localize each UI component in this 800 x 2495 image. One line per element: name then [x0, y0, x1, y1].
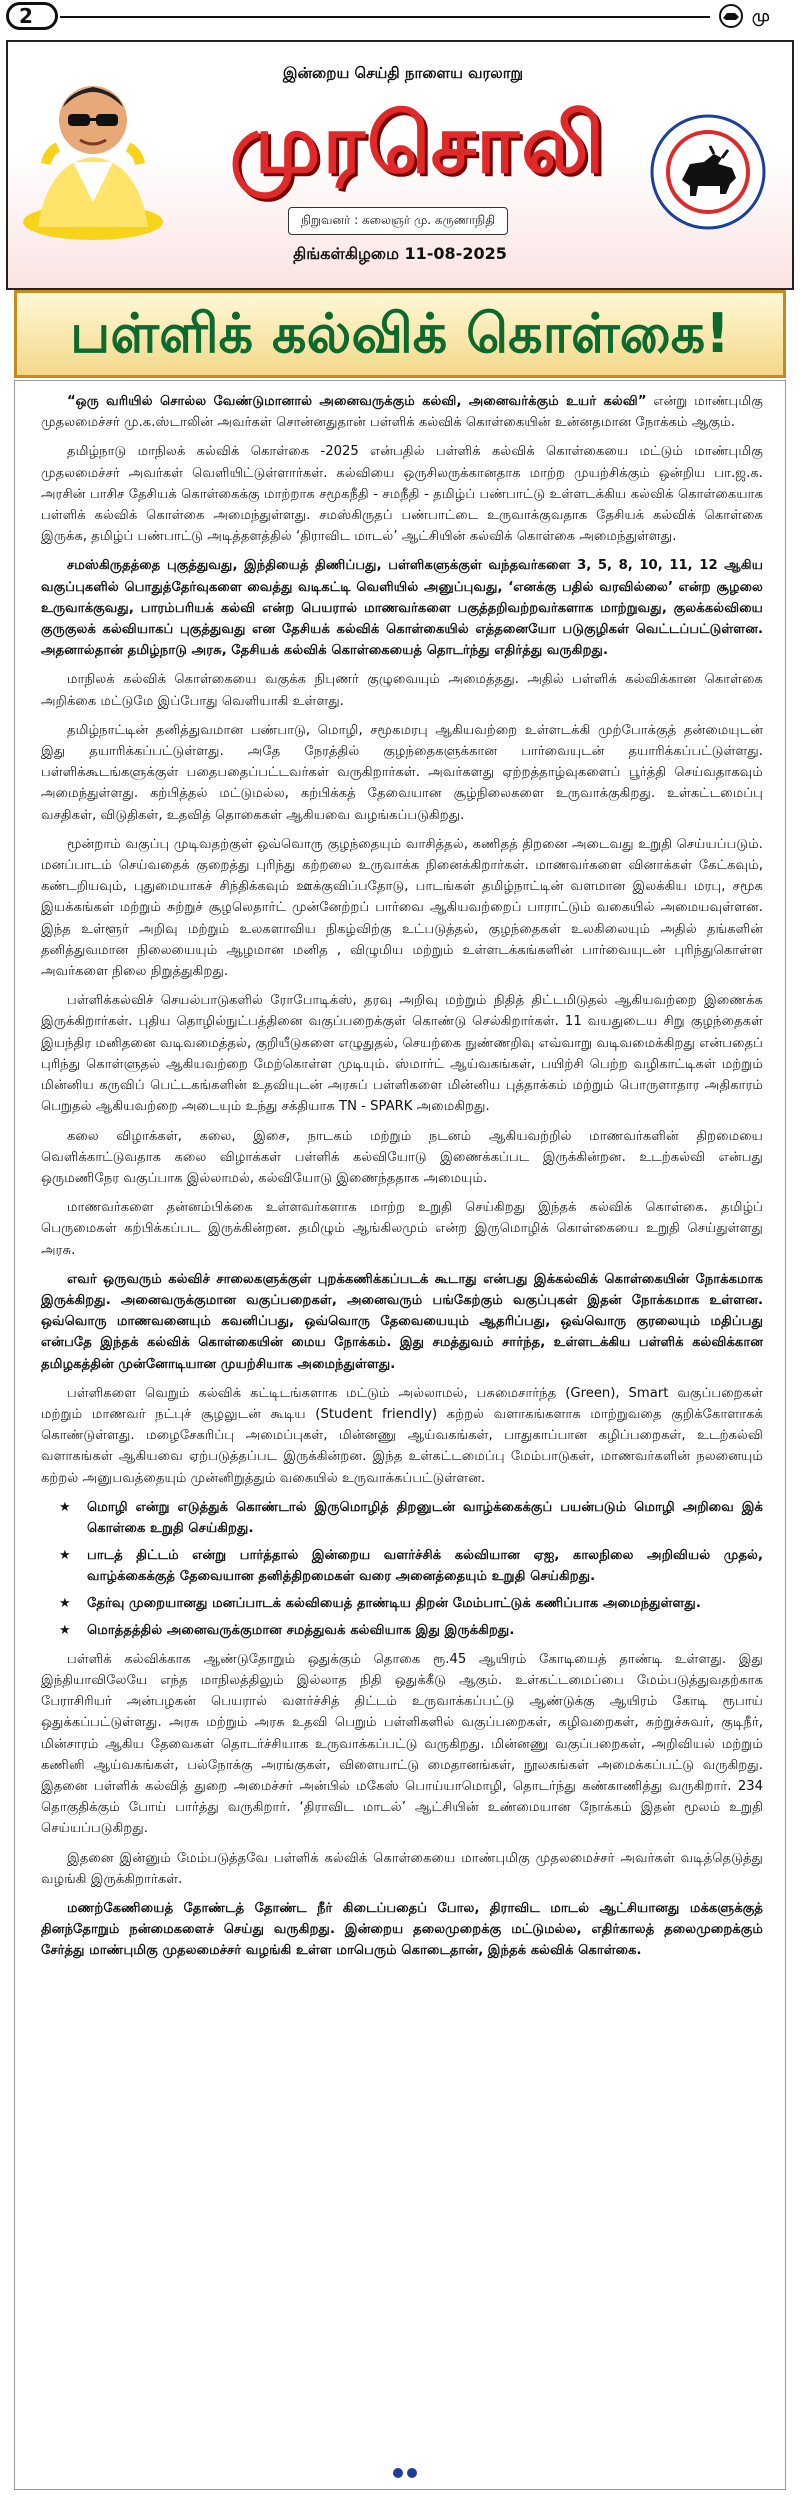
opening-quote: “ஒரு வரியில் சொல்ல வேண்டுமானால் அனைவருக்கும் கல்வி, அனைவர்க்கும் உயர் கல்வி”: [67, 394, 647, 409]
article-paragraph: மாநிலக் கல்விக் கொள்கையை வகுக்க நிபுணர் குழுவையும் அமைத்தது. அதில் பள்ளிக் கல்விக்கான கொள்கை அறிக்கை மட்டுமே இப்போது வெளியாகி உள்ளது.: [41, 672, 763, 709]
article-end-mark: [393, 2463, 423, 2475]
article-closing: [41, 1649, 763, 1962]
key-point-item: [41, 1497, 763, 1539]
editorial-headline: பள்ளிக் கல்விக் கொள்கை!: [70, 302, 730, 365]
article-paragraph: மூன்றாம் வகுப்பு முடிவதற்குள் ஒவ்வொரு குழந்தையும் வாசித்தல், கணிதத் திறனை அடைவது உறுதி செய்யப்படும். மனப்பாடம் செய்வதைக் குறைத்து புரிந்து கற்றலை உருவாக்க நினைக்கிறார்கள். மாணவர்களை வினாக்கள் கேட்கவும், கண்டறியவும், புதுமையாகச் சிந்திக்கவும் ஊக்குவிப்பதோடு, பாடங்கள் தமிழ்நாட்டின் வளமான இலக்கிய மரபு, சமூக இயக்கங்கள் மற்றும் சுற்றுச் சூழலெதார்ட் முன்னேற்றப் பார்வை ஆகியவற்றைப் பாராட்டும் வகையில் அமையவுள்ளன. இந்த உள்ளூர் அறிவு மற்றும் உலகளாவிய நிகழ்விற்கு உட்படுத்தல், குழந்தைகள் உலகிலையும் அதில் தங்களின் தனித்துவமான நிலையையும் ஆழமான மனித , விழுமிய மற்றும் உள்ளடக்கங்களின் பார்வையுடன் புரிந்துகொள்ள அவர்களை நிலை நிறுத்துகிறது.: [41, 836, 763, 980]
page-number-badge: 2: [6, 2, 58, 30]
article-paragraph: இதனை இன்னும் மேம்படுத்தவே பள்ளிக் கல்விக் கொள்கையை மாண்புமிகு முதலமைச்சர் அவர்கள் வடித்தெடுத்து வழங்கி இருக்கிறார்கள்.: [41, 1850, 763, 1887]
key-point-item: [41, 1593, 763, 1614]
newspaper-brand: முரசொலி: [229, 97, 607, 192]
article-paragraph: எவர் ஒருவரும் கல்விச் சாலைகளுக்குள் புறக்கணிக்கப்படக் கூடாது என்பது இக்கல்விக் கொள்கையின் நோக்கமாக இருக்கிறது. அனைவருக்குமான வகுப்பறைகள், அனைவரும் பங்கேற்கும் வகுப்புகள் இதன் நோக்கமாக உள்ளன. ஒவ்வொரு மாணவனையும் கவனிப்பது, ஒவ்வொரு தேவையையும் ஆதரிப்பது, ஒவ்வொரு குரலையும் மதிப்பது என்பதே இந்தக் கல்விக் கொள்கையின் மைய நோக்கம். இது சமத்துவம் சார்ந்த, உள்ளடக்கிய பள்ளிக் கல்விக்கான தமிழகத்தின் முன்னோடியான முயற்சியாக அமைந்துள்ளது.: [41, 1271, 763, 1372]
star-bullet-icon: ★: [59, 1499, 71, 1515]
founder-label: நிறுவனர் : கலைஞர் மு. கருணாநிதி: [288, 207, 508, 235]
top-right-text: மு: [752, 6, 770, 25]
bull-logo-icon: [716, 4, 746, 28]
star-bullet-icon: ★: [59, 1547, 71, 1563]
article-paragraph: பள்ளிகளை வெறும் கல்விக் கட்டிடங்களாக மட்டும் அல்லாமல், பசுமைசார்ந்த (Green), Smart வகுப்பறைகள் மற்றும் மாணவர் நட்புச் சூழலுடன் கூடிய (Student friendly) கற்றல் வளாகங்களாக மாற்றுவதை குறிக்கோளாகக் கொண்டுள்ளது. மழைசேகரிப்பு அமைப்புகள், மின்னணு ஆய்வகங்கள், பாதுகாப்பான கழிப்பறைகள், உடற்கல்வி வளாகங்கள் ஆகியவை ஏற்படுத்தப்பட இருக்கின்றன. இந்த உள்கட்டமைப்பு மேம்பாடுகள், மாணவர்களின் நலனையும் கற்றல் அனுபவத்தையும் முன்னிறுத்தும் வகையில் உருவாக்கப்பட்டுள்ளன.: [41, 1385, 763, 1486]
key-point-item: [41, 1545, 763, 1587]
star-bullet-icon: ★: [59, 1622, 71, 1638]
article-opening-paragraph: [41, 391, 763, 433]
article-paragraph: மாணவர்களை தன்னம்பிக்கை உள்ளவர்களாக மாற்ற உறுதி செய்கிறது இந்தக் கல்விக் கொள்கை. தமிழ்ப் பெருமைகள் கற்பிக்கப்பட இருக்கின்றன. தமிழும் ஆங்கிலமும் என்ற இருமொழிக் கொள்கையை உறுதி செய்துள்ளது அரசு.: [41, 1200, 763, 1258]
article-paragraph: மணற்கேணியைத் தோண்டத் தோண்ட நீர் கிடைப்பதைப் போல, திராவிட மாடல் ஆட்சியானது மக்களுக்குத் தினந்தோறும் நன்மைகளைச் செய்து வருகிறது. இன்றைய தலைமுறைக்கு மட்டுமல்ல, எதிர்காலத் தலைமுறைக்கும் சேர்த்து மாண்புமிகு முதலமைச்சர் வழங்கி உள்ள மாபெரும் கொடைதான், இந்தக் கல்விக் கொள்கை.: [41, 1900, 763, 1959]
key-point-text: பாடத் திட்டம் என்று பார்த்தால் இன்றைய வளர்ச்சிக் கல்வியான ஏஐ, காலநிலை அறிவியல் முதல், வாழ்க்கைக்குத் தேவையான தனித்திறமைகள் வரை அனைத்தையும் உறுதி செய்கிறது.: [87, 1547, 763, 1584]
masthead-tagline: இன்றைய செய்தி நாளைய வரலாறு: [282, 64, 524, 82]
article-paragraph: தமிழ்நாட்டின் தனித்துவமான பண்பாடு, மொழி, சமூகமரபு ஆகியவற்றை உள்ளடக்கி முற்போக்குத் தன்மையுடன் இது தயாரிக்கப்பட்டுள்ளது. அதே நேரத்தில் குழந்தைகளுக்கான பார்வையுடன் தயாரிக்கப்பட்டுள்ளது. பள்ளிக்கூடங்களுக்குள் பதைபதைப்பட்டவர்கள் வருகிறார்கள். அவர்களது ஏற்றத்தாழ்வுகளைப் பூர்த்தி செய்வதாகவும் அமைந்துள்ளது. கற்பித்தல் மட்டுமல்ல, கற்பிக்கத் தேவையான சூழ்நிலைகளை உருவாக்குகிறது. உள்கட்டமைப்பு வசதிகள், விடுதிகள், உதவித் தொகைகள் ஆகியவை வழங்கப்படுகிறது.: [41, 722, 763, 823]
leader-portrait-illustration: [18, 52, 168, 242]
key-points-list: [41, 1497, 763, 1641]
top-rule: [60, 16, 710, 18]
article-paragraph: பள்ளிக்கல்விச் செயல்பாடுகளில் ரோபோடிக்ஸ், தரவு அறிவு மற்றும் நிதித் திட்டமிடுதல் ஆகியவற்றை இணைக்க இருக்கிறார்கள். புதிய தொழில்நுட்பத்தினை வகுப்பறைக்குள் கொண்டு செல்கிறார்கள். 11 வயதுடைய சிறு குழந்தைகள் இயந்திர மனிதனை வடிவமைத்தல், குறியீடுகளை எழுதுதல், செயற்கை நுண்ணறிவு எவ்வாறு வடிவமைக்கிறது என்பதைப் புரிந்து கொள்ளுதல் ஆகியவற்றை மேற்கொள்ள முடியும். ஸ்மார்ட் ஆய்வகங்கள், பயிற்சி பெற்ற வழிகாட்டிகள் மற்றும் மின்னிய கருவிப் பெட்டகங்களின் உதவியுடன் அரசுப் பள்ளிகளை மின்னிய புத்தாக்கம் மற்றும் பொருளாதார அதிகாரம் பெறுதல் ஆகியவற்றை அடையும் உந்து சக்தியாக TN - SPARK அமைகிறது.: [41, 993, 763, 1115]
key-point-text: மொத்தத்தில் அனைவருக்குமான சமத்துவக் கல்வியாக இது இருக்கிறது.: [87, 1622, 515, 1638]
star-bullet-icon: ★: [59, 1595, 71, 1611]
editorial-article: [14, 380, 786, 2490]
bull-emblem-icon: [648, 112, 768, 232]
article-body: [41, 441, 763, 1488]
article-paragraph: கலை விழாக்கள், கலை, இசை, நாடகம் மற்றும் நடனம் ஆகியவற்றில் மாணவர்களின் திறமையை வெளிக்காட்டுவதாக கலை விழாக்கள் பள்ளிக் கல்வியோடு இணைக்கப்பட இருக்கின்றன. உடற்கல்வி என்பது ஒருமணிநேர வகுப்பாக இல்லாமல், கல்வியோடு இணைந்ததாக அமையும்.: [41, 1128, 763, 1186]
key-point-text: மொழி என்று எடுத்துக் கொண்டால் இருமொழித் திறனுடன் வாழ்க்கைக்குப் பயன்படும் மொழி அறிவை இக் கொள்கை உறுதி செய்கிறது.: [87, 1499, 763, 1536]
page-top-strip: [0, 0, 800, 34]
opening-quote-rest: என்று மாண்புமிகு முதலமைச்சர் மு.க.ஸ்டாலின் அவர்கள் சொன்னதுதான் பள்ளிக் கல்விக் கொள்கையின் உன்னதமான நோக்கம் ஆகும்.: [41, 394, 763, 431]
article-paragraph: தமிழ்நாடு மாநிலக் கல்விக் கொள்கை -2025 என்பதில் பள்ளிக் கல்விக் கொள்கையை மட்டும் மாண்புமிகு முதலமைச்சர் அவர்கள் வெளியிட்டுள்ளார்கள். கல்வியை ஒருசிலருக்கானதாக மாற்ற முயற்சிக்கும் ஒன்றிய பா.ஜ.க. அரசின் பாசிச தேசியக் கொள்கைக்கு மாற்றாக சமூகநீதி - சமநீதி - தமிழ்ப் பண்பாட்டு உள்ளடக்கிய கல்விக் கொள்கையாக பள்ளிக் கல்விக் கொள்கை அமைந்துள்ளது. சமஸ்கிருதப் பண்பாட்டை உருவாக்குவதாக தேசியக் கல்விக் கொள்கை இருக்க, தமிழ்ப் பண்பாட்டு அடித்தளத்தில் ‘திராவிட மாடல்’ ஆட்சியின் கல்விக் கொள்கை அமைந்துள்ளது.: [41, 444, 763, 545]
masthead: [6, 40, 794, 290]
article-paragraph: பள்ளிக் கல்விக்காக ஆண்டுதோறும் ஒதுக்கும் தொகை ரூ.45 ஆயிரம் கோடியைத் தாண்டி உள்ளது. இது இந்தியாவிலேயே எந்த மாநிலத்திலும் இல்லாத நிதி ஒதுக்கீடு ஆகும். உள்கட்டமைப்பை மேம்படுத்துவதற்காக பேராசிரியர் அன்பழகன் பெயரால் வளர்ச்சித் திட்டம் உருவாக்கப்பட்டு ஆண்டுக்கு ஆயிரம் கோடி ரூபாய் ஒதுக்கப்பட்டுள்ளது. அரசு மற்றும் அரசு உதவி பெறும் பள்ளிகளில் வகுப்பறைகள், கழிவறைகள், சுற்றுச்சுவர், குடிநீர், மின்சாரம் ஆகிய தேவைகள் தொடர்ச்சியாக உருவாக்கப்பட்டு வருகிறது. மின்னணு வகுப்பறைகள், அறிவியல் மற்றும் கணினி ஆய்வகங்கள், பல்நோக்கு அரங்குகள், விளையாட்டு மைதானங்கள், நூலகங்கள் அமைக்கப்பட்டு வருகிறது. இதனை பள்ளிக் கல்வித் துறை அமைச்சர் அன்பில் மகேஸ் பொய்யாமொழி, தொடர்ந்து கண்காணித்து வருகிறார். 234 தொகுதிக்கும் போய் பார்த்து வருகிறார். ‘திராவிட மாடல்’ ஆட்சியின் உண்மையான நோக்கம் இதன் மூலம் உறுதி செய்யப்படுகிறது.: [41, 1651, 763, 1837]
key-point-item: [41, 1620, 763, 1641]
issue-date: திங்கள்கிழமை 11-08-2025: [293, 244, 507, 263]
key-point-text: தேர்வு முறையானது மனப்பாடக் கல்வியைத் தாண்டிய திறன் மேம்பாட்டுக் கணிப்பாக அமைந்துள்ளது.: [87, 1595, 701, 1611]
headline-banner: [14, 290, 786, 378]
article-paragraph: சமஸ்கிருதத்தை புகுத்துவது, இந்தியைத் திணிப்பது, பள்ளிகளுக்குள் வந்தவர்களை 3, 5, 8, 10, 11, 12 ஆகிய வகுப்புகளில் பொதுத்தேர்வுகளை வைத்து வடிகட்டி வெளியில் அனுப்புவது, ‘எனக்கு பதில் வரவில்லை’ என்ற சூழலை உருவாக்குவது, பாரம்பரியக் கல்வி என்ற பெயரால் மாணவர்களை பகுத்தறிவற்றவர்களாக மாற்றுவது, குலக்கல்வியை குருகுலக் கல்வியாகப் புகுத்துவது என தேசியக் கல்விக் கொள்கையில் எத்தனையோ படுகுழிகள் வெட்டப்பட்டுள்ளன. அதனால்தான் தமிழ்நாடு அரசு, தேசியக் கல்விக் கொள்கையைத் தொடர்ந்து எதிர்த்து வருகிறது.: [41, 558, 763, 659]
